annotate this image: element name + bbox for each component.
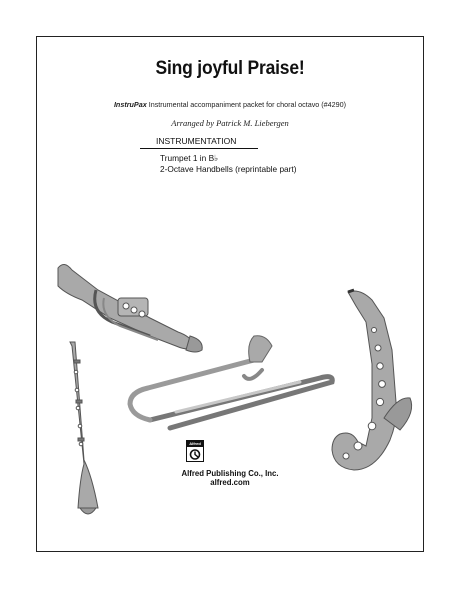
publisher-info: [0, 469, 460, 487]
trumpet-icon: [58, 264, 202, 352]
publisher-name: Alfred Publishing Co., Inc.: [181, 469, 279, 478]
subtitle-brand: InstruPax: [113, 100, 147, 109]
alfred-mark-icon: [189, 449, 201, 460]
saxophone-icon: [332, 290, 412, 470]
alfred-logo-text: Alfred: [187, 441, 203, 447]
alfred-logo: [186, 440, 204, 462]
subtitle-text: Instrumental accompaniment packet for choral octavo (#4290): [146, 100, 347, 109]
clarinet-icon: [70, 342, 98, 514]
trombone-icon: [130, 336, 332, 428]
instrument-item: 2-Octave Handbells (reprintable part): [160, 164, 297, 174]
arranger-credit: Arranged by Patrick M. Liebergen: [171, 118, 289, 128]
instrument-item: Trumpet 1 in B♭: [160, 153, 219, 163]
instrumentation-heading-text: INSTRUMENTATION: [156, 136, 237, 146]
publisher-url[interactable]: alfred.com: [210, 478, 250, 487]
page-title: Sing joyful Praise!: [155, 58, 305, 79]
